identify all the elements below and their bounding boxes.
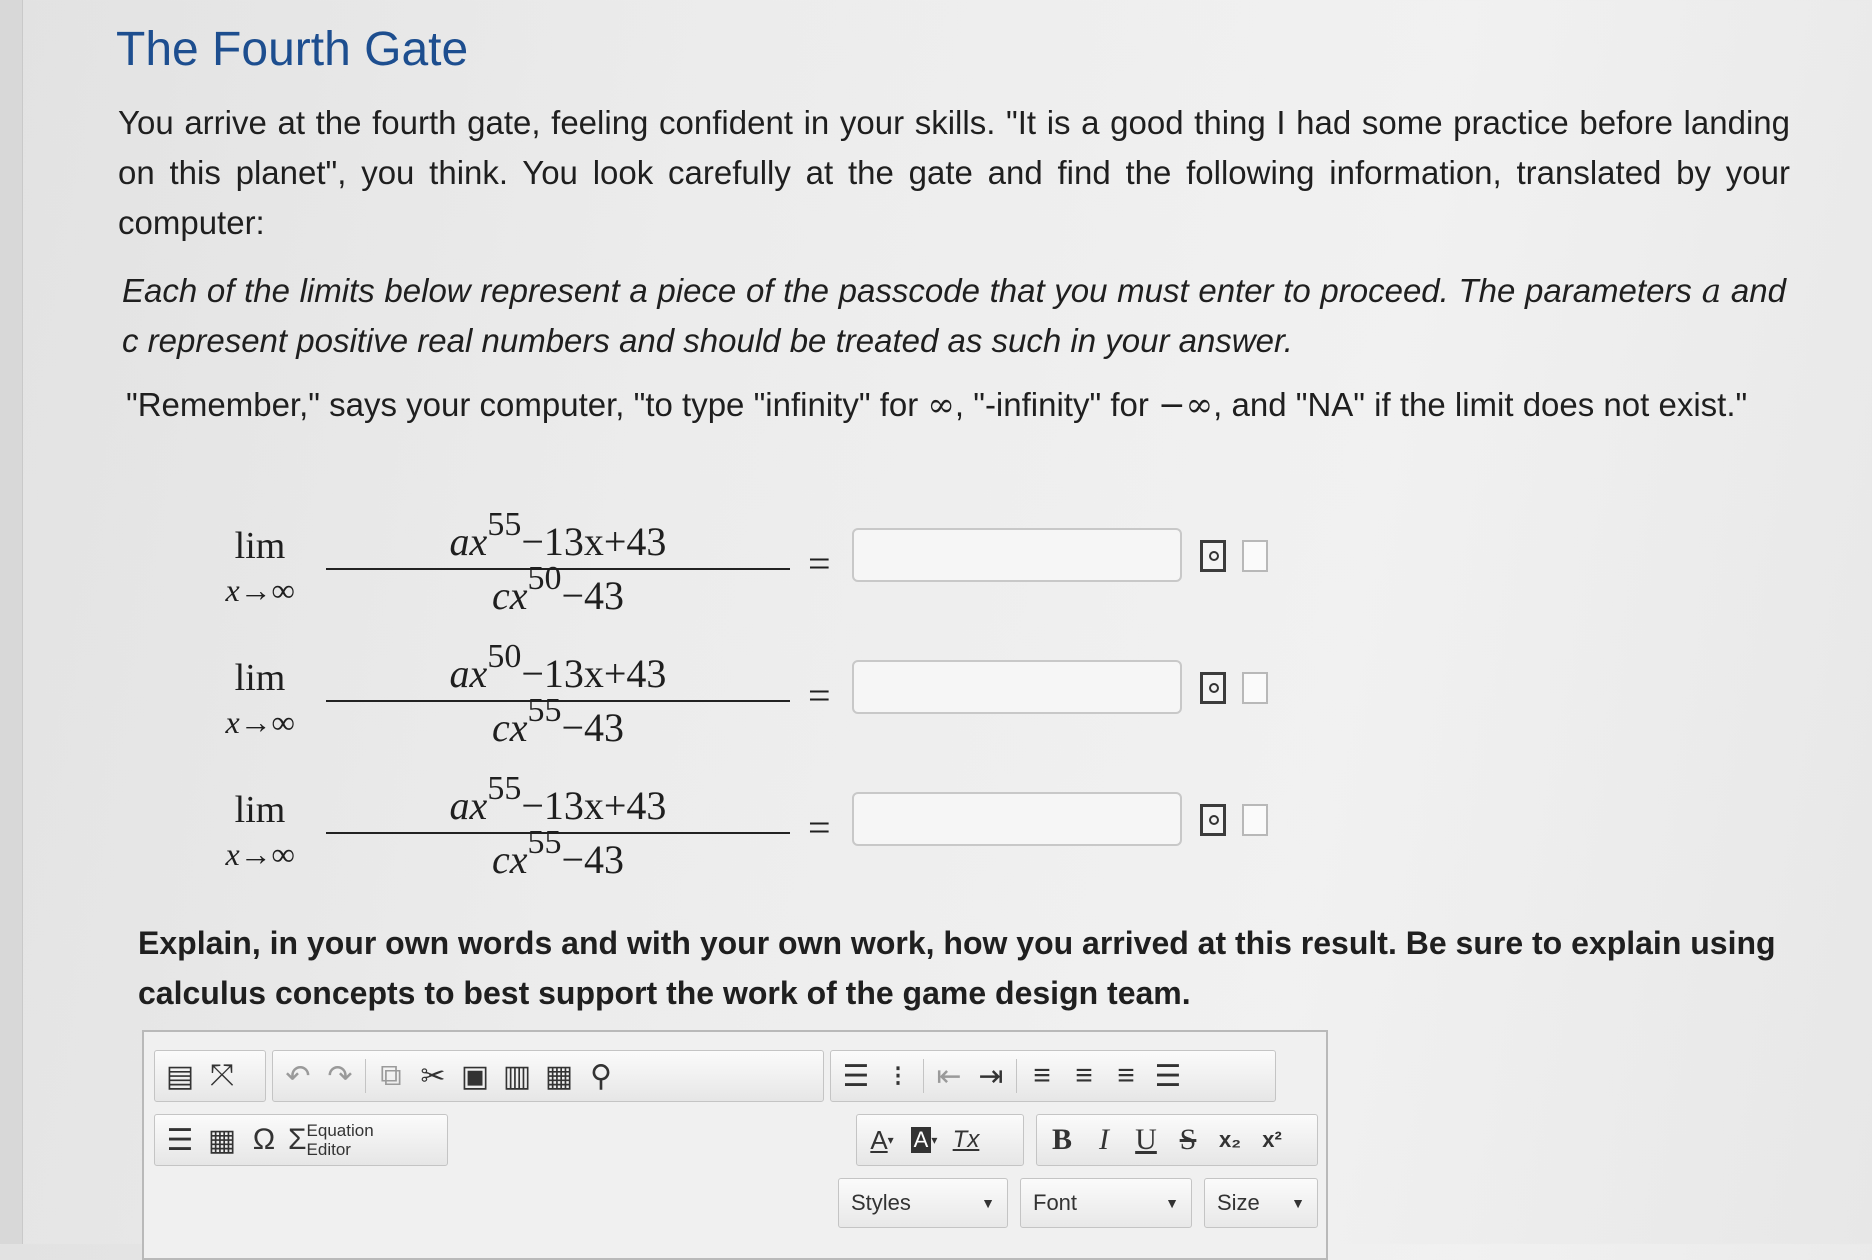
search-icon: ⚲ xyxy=(590,1059,612,1093)
toolbar-group-paragraph xyxy=(830,1050,1276,1102)
superscript-button[interactable] xyxy=(1251,1118,1293,1162)
bulleted-list-button[interactable] xyxy=(877,1054,919,1098)
chevron-down-icon: ▼ xyxy=(1291,1195,1305,1211)
denominator-rest: −43 xyxy=(561,705,625,750)
equation-editor-label xyxy=(307,1121,374,1159)
bulleted-list-icon: ⁝ xyxy=(893,1059,903,1093)
font-color-button[interactable]: A ▾ xyxy=(870,1124,894,1155)
equation-editor-line2: Editor xyxy=(306,1140,351,1159)
denominator-coef: cx xyxy=(491,573,528,618)
align-right-button[interactable] xyxy=(1105,1054,1147,1098)
denominator xyxy=(320,823,796,883)
blockquote-button[interactable] xyxy=(159,1118,201,1162)
denominator-coef: cx xyxy=(491,705,528,750)
align-center-icon: ≡ xyxy=(1075,1059,1093,1092)
reminder-text-1: "Remember," says your computer, "to type "infinity" for xyxy=(126,386,928,423)
remove-format-icon: Tx xyxy=(952,1126,980,1153)
toolbar-separator xyxy=(1016,1059,1017,1093)
special-char-button[interactable] xyxy=(243,1118,285,1162)
justify-icon: ☰ xyxy=(1154,1059,1182,1093)
limit-row-3 xyxy=(200,770,1100,880)
toolbar-group-colors xyxy=(856,1114,1024,1166)
size-dropdown[interactable] xyxy=(1204,1178,1318,1228)
subscript-button[interactable] xyxy=(1209,1118,1251,1162)
numerator xyxy=(320,505,796,565)
chevron-down-icon: ▼ xyxy=(1165,1195,1179,1211)
bg-color-button[interactable]: A ▾ xyxy=(903,1118,945,1162)
answer-input-1[interactable] xyxy=(852,528,1182,582)
page-title: The Fourth Gate xyxy=(116,23,469,76)
sigma-icon: Σ xyxy=(288,1123,307,1156)
denominator-exponent: 55 xyxy=(527,823,562,861)
undo-button[interactable] xyxy=(277,1054,319,1098)
font-label: Font xyxy=(1033,1190,1078,1215)
equals-sign: = xyxy=(808,541,831,586)
numerator xyxy=(320,637,796,697)
equals-sign: = xyxy=(808,673,831,718)
font-color-icon: A xyxy=(870,1124,888,1155)
italic-icon: I xyxy=(1099,1123,1109,1156)
clipboard-text-icon: ▥ xyxy=(502,1059,532,1093)
strikethrough-icon: S xyxy=(1179,1123,1197,1156)
bg-color-icon: A xyxy=(911,1127,932,1153)
answer-input-3[interactable] xyxy=(852,792,1182,846)
scissors-icon: ✂ xyxy=(420,1059,446,1093)
underline-button[interactable] xyxy=(1125,1118,1167,1162)
styles-dropdown[interactable] xyxy=(838,1178,1008,1228)
maximize-button[interactable] xyxy=(201,1054,243,1098)
neg-infinity-symbol: −∞ xyxy=(1158,385,1214,424)
maximize-icon: ⤧ xyxy=(210,1059,234,1092)
instructions-text-1: Each of the limits below represent a piece of the passcode that you must enter to proceed. The parameters xyxy=(122,272,1702,309)
justify-button[interactable] xyxy=(1147,1054,1189,1098)
explain-prompt: Explain, in your own words and with your own work, how you arrived at this result. Be sure to explain using calculus concepts to best support the work of the game design team. xyxy=(138,925,1776,1011)
align-left-button[interactable] xyxy=(1021,1054,1063,1098)
undo-icon: ↶ xyxy=(285,1059,311,1093)
denominator-rest: −43 xyxy=(561,837,625,882)
remove-format-button[interactable] xyxy=(945,1118,987,1162)
toolbar-group-view xyxy=(154,1050,266,1102)
reminder-text-2: , "-infinity" for xyxy=(954,386,1159,423)
document-icon[interactable] xyxy=(1242,540,1268,572)
blockquote-icon: ☰ xyxy=(166,1123,194,1157)
underline-icon: U xyxy=(1135,1123,1157,1156)
styles-label: Styles xyxy=(851,1190,911,1215)
bold-icon: B xyxy=(1051,1123,1072,1156)
toolbar-group-basic-styles xyxy=(1036,1114,1318,1166)
lim-word: lim xyxy=(234,657,286,699)
align-right-icon: ≡ xyxy=(1117,1059,1135,1092)
indent-button[interactable] xyxy=(970,1054,1012,1098)
redo-button[interactable] xyxy=(319,1054,361,1098)
toolbar-separator xyxy=(923,1059,924,1093)
numerator-rest: −13x+43 xyxy=(521,519,667,564)
cut-button[interactable] xyxy=(412,1054,454,1098)
numerator-exponent: 55 xyxy=(487,769,522,807)
outdent-button[interactable] xyxy=(928,1054,970,1098)
redo-icon: ↷ xyxy=(327,1059,353,1093)
instructions-text-2: and c represent positive real numbers and should be treated as such in your answer. xyxy=(122,272,1786,359)
left-rail xyxy=(0,0,23,1244)
numerator xyxy=(320,769,796,829)
clipboard-word-icon: ▦ xyxy=(544,1059,574,1093)
numerator-exponent: 55 xyxy=(487,505,522,543)
document-icon[interactable] xyxy=(1242,804,1268,836)
answer-input-2[interactable] xyxy=(852,660,1182,714)
denominator-exponent: 55 xyxy=(527,691,562,729)
font-dropdown[interactable] xyxy=(1020,1178,1192,1228)
chevron-down-icon: ▼ xyxy=(981,1195,995,1211)
numerator-rest: −13x+43 xyxy=(521,783,667,828)
table-icon: ▦ xyxy=(207,1123,237,1157)
document-icon[interactable] xyxy=(1242,672,1268,704)
superscript-icon: x² xyxy=(1262,1127,1282,1152)
denominator-coef: cx xyxy=(491,837,528,882)
source-button[interactable] xyxy=(159,1054,201,1098)
strikethrough-button[interactable] xyxy=(1167,1118,1209,1162)
numbered-list-icon: ☰ xyxy=(842,1059,870,1093)
find-button[interactable] xyxy=(580,1054,622,1098)
instructions-paragraph xyxy=(122,266,1786,366)
copy-icon: ⧉ xyxy=(380,1059,402,1092)
numbered-list-button[interactable] xyxy=(835,1054,877,1098)
bold-button[interactable] xyxy=(1041,1118,1083,1162)
numerator-rest: −13x+43 xyxy=(521,651,667,696)
numerator-coef: ax xyxy=(449,783,488,828)
paste-button[interactable] xyxy=(454,1054,496,1098)
intro-paragraph: You arrive at the fourth gate, feeling confident in your skills. "It is a good thing I had some practice before landing on this planet", you think. You look carefully at the gate and find the following information, translated by your computer: xyxy=(118,104,1790,241)
reminder-text-3: , and "NA" if the limit does not exist." xyxy=(1213,386,1748,423)
equation-editor-button[interactable] xyxy=(285,1118,377,1162)
equation-editor-line1: Equation xyxy=(306,1121,374,1140)
preview-icon[interactable] xyxy=(1200,540,1226,572)
denominator-exponent: 50 xyxy=(527,559,562,597)
rich-text-editor xyxy=(142,1030,1328,1260)
copy-button[interactable] xyxy=(370,1054,412,1098)
toolbar-group-insert xyxy=(154,1114,448,1166)
toolbar-separator xyxy=(365,1059,366,1093)
denominator xyxy=(320,691,796,751)
limit-row-1 xyxy=(200,506,1100,616)
lim-word: lim xyxy=(234,789,286,831)
numerator-exponent: 50 xyxy=(487,637,522,675)
lim-subscript: x→∞ xyxy=(225,704,295,740)
italic-button[interactable] xyxy=(1083,1118,1125,1162)
preview-icon[interactable] xyxy=(1200,804,1226,836)
infinity-symbol: ∞ xyxy=(927,385,955,424)
denominator-rest: −43 xyxy=(561,573,625,618)
paste-text-button[interactable] xyxy=(496,1054,538,1098)
lim-word: lim xyxy=(234,525,286,567)
reminder-paragraph xyxy=(126,380,1786,430)
equals-sign: = xyxy=(808,805,831,850)
align-center-button[interactable] xyxy=(1063,1054,1105,1098)
limit-row-2 xyxy=(200,638,1100,748)
lim-subscript: x→∞ xyxy=(225,836,295,872)
outdent-icon: ⇤ xyxy=(936,1059,962,1093)
preview-icon[interactable] xyxy=(1200,672,1226,704)
size-label: Size xyxy=(1217,1190,1260,1215)
instructions-var-a: a xyxy=(1701,271,1722,310)
subscript-icon: x₂ xyxy=(1218,1127,1241,1152)
numerator-coef: ax xyxy=(449,651,488,696)
numerator-coef: ax xyxy=(449,519,488,564)
align-left-icon: ≡ xyxy=(1033,1059,1051,1092)
source-icon: ▤ xyxy=(165,1059,195,1093)
clipboard-icon: ▣ xyxy=(460,1059,490,1093)
lim-subscript: x→∞ xyxy=(225,572,295,608)
indent-icon: ⇥ xyxy=(978,1059,1004,1093)
paste-word-button[interactable] xyxy=(538,1054,580,1098)
denominator xyxy=(320,559,796,619)
table-button[interactable] xyxy=(201,1118,243,1162)
toolbar-group-edit xyxy=(272,1050,824,1102)
omega-icon: Ω xyxy=(252,1123,276,1156)
